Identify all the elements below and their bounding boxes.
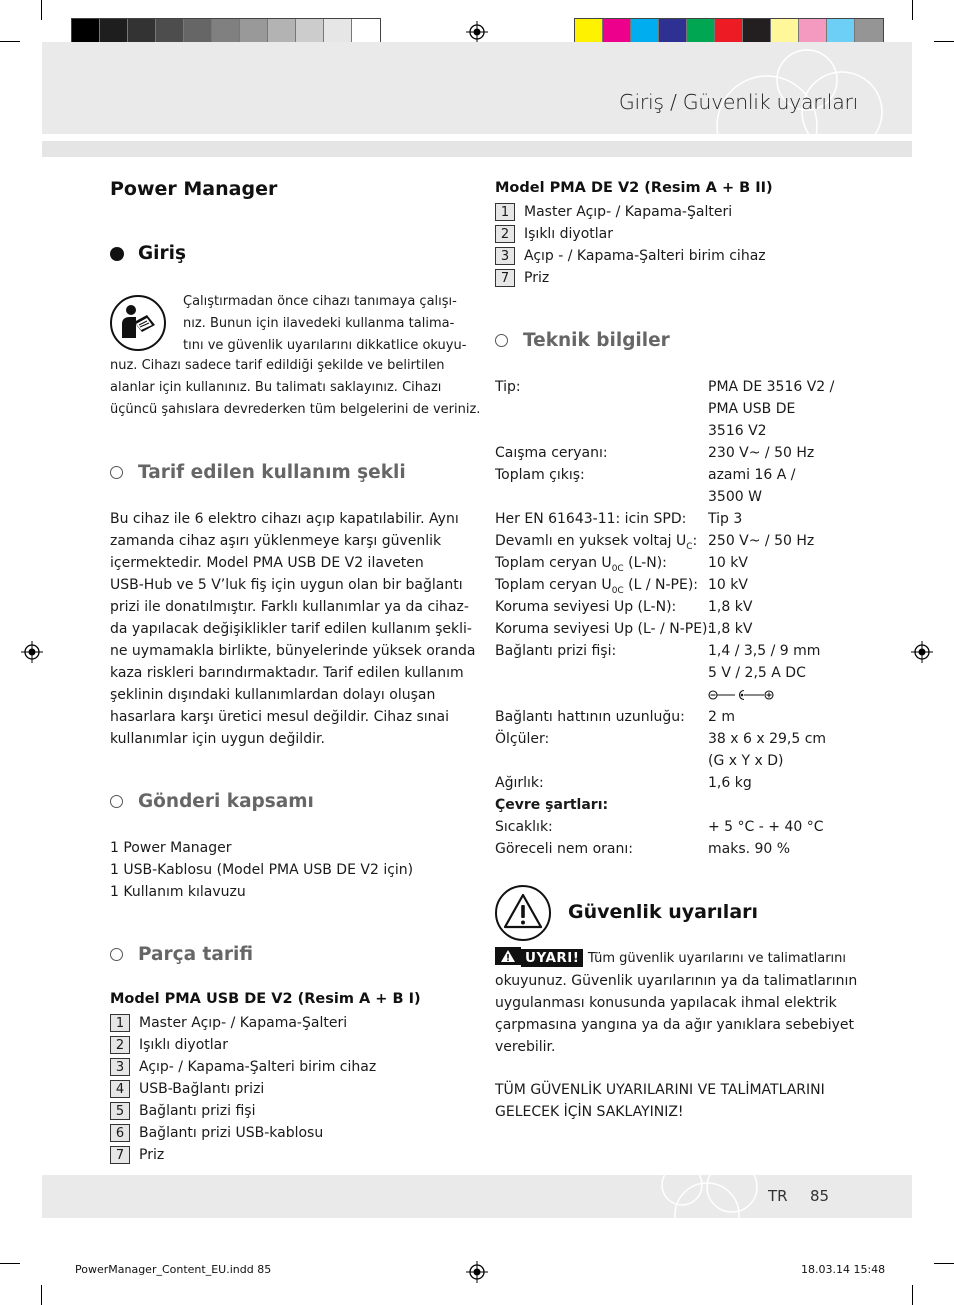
text-line: da yapılacak değişiklikler tarif edilen kullanım şekli- [110,621,472,637]
open-bullet-icon [495,334,508,347]
spec-label [495,640,616,662]
spec-label-text: Her EN 61643-11: icin SPD: [495,511,687,527]
warning-small-icon [495,947,521,965]
spec-subscript: 0C [611,563,624,574]
text-line: üçüncü şahıslara devrederken tüm belgelerini de veriniz. [110,402,481,417]
spec-value: PMA DE 3516 V2 / [708,379,835,395]
text-line: Çalıştırmadan önce cihazı tanımaya çalışı- [183,294,457,309]
part-number: 2 [110,1036,130,1054]
parts-model-usb: Model PMA USB DE V2 (Resim A + B I) [110,991,421,1007]
spec-label-text: Devamlı en yuksek voltaj U [495,533,687,549]
spec-value: 1,8 kV [708,621,753,637]
spec-subscript: C [686,541,693,552]
spec-label [495,508,686,530]
text-line: Tüm güvenlik uyarılarını ve talimatlarını [587,951,847,966]
part-number: 4 [110,1080,130,1098]
page-number: 85 [810,1187,830,1205]
parts-model-de: Model PMA DE V2 (Resim A + B II) [495,180,773,196]
part-number: 3 [110,1058,130,1076]
spec-label-suffix: (L-N): [623,555,667,571]
crop-mark [41,0,42,20]
spec-value: 3500 W [708,489,762,505]
dc-polarity-icon [708,688,774,702]
spec-label [495,464,585,486]
text-line: uygulanması konusunda yapılacak ihmal elektrik [495,995,837,1011]
text-line: verebilir. [495,1039,556,1055]
part-number: 1 [495,203,515,221]
product-title: Power Manager [110,178,278,200]
text-line: 1 Kullanım kılavuzu [110,884,246,900]
spec-label-text: Tip: [495,379,521,395]
part-item [110,1100,376,1122]
spec-label-text: Ağırlık: [495,775,544,791]
text-line: kullanımlar için uygun değildir. [110,731,325,747]
text-line: 1 Power Manager [110,840,232,856]
crop-mark [934,1263,954,1264]
spec-label-text: Sıcaklık: [495,819,553,835]
parts-list-usb [110,1012,376,1166]
spec-label-text: Göreceli nem oranı: [495,841,633,857]
text-line: hasarlara karşı üretici mesul değildir. Cihaz sınai [110,709,450,725]
spec-label-text: Bağlantı hattının uzunluğu: [495,709,685,725]
part-item [495,267,766,289]
text-line: ne uymamakla birlikte, bünyelerinde yüksek oranda [110,643,476,659]
text-line: USB-Hub ve 5 V’luk fiş için uygun olan bir bağlantı [110,577,463,593]
spec-value: 1,8 kV [708,599,753,615]
tech-heading [495,330,670,351]
registration-mark-icon [466,1261,488,1283]
spec-value: Tip 3 [708,511,743,527]
text-line: nuz. Cihazı sadece tarif edildiği şekilde ve belirtilen [110,358,445,373]
spec-label-text: Caışma ceryanı: [495,445,608,461]
spec-label-text: Ölçüler: [495,731,550,747]
part-item [110,1122,376,1144]
spec-value: 3516 V2 [708,423,767,439]
open-bullet-icon [110,948,123,961]
crop-mark [0,1263,20,1264]
intended-use-heading [110,462,406,483]
spec-value: 5 V / 2,5 A DC [708,665,806,681]
spec-label [495,728,549,750]
header-strip [42,141,912,157]
intro-heading [110,243,186,264]
manual-reading-icon [109,294,167,352]
spec-label-text: Toplam çıkış: [495,467,585,483]
spec-subscript: 0C [611,585,624,596]
part-number: 2 [495,225,515,243]
text-line: kaza riskleri barındırmaktadır. Tarif edilen kullanım [110,665,464,681]
part-label: Master Açıp- / Kapama-Şalteri [139,1015,348,1031]
registration-mark-icon [911,641,933,663]
text-line: tını ve güvenlik uyarılarını dikkatlice okuyu- [183,338,467,353]
part-number: 1 [110,1014,130,1032]
spec-value: azami 16 A / [708,467,796,483]
spec-label [495,816,553,838]
text-line: TÜM GÜVENLİK UYARILARINI VE TALİMATLARINI [495,1082,825,1098]
text-line: alanlar için kullanınız. Bu talimatı saklayınız. Cihazı [110,380,442,395]
intro-heading-text: Giriş [138,243,187,264]
part-item [110,1012,376,1034]
part-item [495,201,766,223]
part-label: Master Açıp- / Kapama-Şalteri [524,204,733,220]
spec-label [495,706,685,728]
filled-bullet-icon [110,247,124,261]
part-number: 7 [495,269,515,287]
spec-label [495,376,521,398]
text-line: çarpmasına yangına ya da ağır yanıklara sebebiyet [495,1017,854,1033]
spec-label [495,618,712,640]
crop-mark [0,41,20,42]
part-item [495,223,766,245]
intended-use-heading-text: Tarif edilen kullanım şekli [138,462,406,483]
intended-use-text [110,508,475,750]
part-number: 6 [110,1124,130,1142]
spec-label [495,772,544,794]
slug-file: PowerManager_Content_EU.indd 85 [75,1263,272,1276]
crop-mark [41,1285,42,1305]
registration-mark-icon [466,21,488,43]
text-line: 1 USB-Kablosu (Model PMA USB DE V2 için) [110,862,414,878]
footer-language: TR [768,1187,788,1205]
text-line: şeklinin dışındaki kullanımlardan dolayı oluşan [110,687,436,703]
parts-list-de [495,201,766,289]
part-item [495,245,766,267]
text-line: içermektedir. Model PMA USB DE V2 ilaveten [110,555,424,571]
part-item [110,1144,376,1166]
spec-value: 10 kV [708,555,748,571]
warning-label: UYARI! [521,949,583,967]
part-number: 5 [110,1102,130,1120]
spec-label-suffix: : [692,533,698,549]
part-item [110,1078,376,1100]
decorative-circles [42,42,912,134]
crop-mark [934,41,954,42]
part-label: Açıp - / Kapama-Şalteri birim cihaz [524,248,766,264]
delivery-heading-text: Gönderi kapsamı [138,791,314,812]
spec-label [495,596,676,618]
spec-value: 230 V~ / 50 Hz [708,445,815,461]
header-band [42,42,912,134]
warning-triangle-icon [494,884,552,942]
delivery-list [110,837,413,903]
spec-label [495,442,608,464]
part-item [110,1034,376,1056]
keep-instructions [495,1079,825,1123]
crop-mark [912,0,913,20]
spec-table [495,376,855,866]
part-label: Işıklı diyotlar [524,226,613,242]
text-line: prizi ile donatılmıştır. Farklı kullanımlar ya da cihaz- [110,599,469,615]
tech-heading-text: Teknik bilgiler [523,330,670,351]
safety-text [495,947,858,1058]
text-line: Bu cihaz ile 6 elektro cihazı açıp kapatılabilir. Aynı [110,511,459,527]
spec-label-text: Toplam ceryan U [495,555,612,571]
intro-text [110,355,480,421]
crop-mark [912,1285,913,1305]
part-number: 7 [110,1146,130,1164]
spec-value: 2 m [708,709,735,725]
spec-label-suffix: (L / N-PE): [623,577,699,593]
spec-value: 250 V~ / 50 Hz [708,533,815,549]
part-label: Priz [524,270,550,286]
spec-value: 10 kV [708,577,748,593]
registration-mark-icon [21,641,43,663]
page-title: Giriş / Güvenlik uyarıları [618,90,858,114]
text-line: zamanda cihaz aşırı yüklenmeye karşı güvenlik [110,533,442,549]
spec-value: PMA USB DE [708,401,796,417]
spec-value: (G x Y x D) [708,753,784,769]
text-line: okuyunuz. Güvenlik uyarılarının ya da talimatlarının [495,973,858,989]
spec-label-text: Koruma seviyesi Up (L-N): [495,599,677,615]
part-label: Priz [139,1147,165,1163]
spec-value: + 5 °C - + 40 °C [708,819,824,835]
spec-label-text: Toplam ceryan U [495,577,612,593]
part-number: 3 [495,247,515,265]
spec-label [495,838,633,860]
safety-first-line [495,947,855,970]
parts-heading [110,944,253,965]
text-line: nız. Bunun için ilavedeki kullanma talima- [183,316,455,331]
open-bullet-icon [110,795,123,808]
part-item [110,1056,376,1078]
spec-label-text: Koruma seviyesi Up (L- / N-PE): [495,621,713,637]
spec-value: 1,6 kg [708,775,752,791]
spec-label-text: Bağlantı prizi fişi: [495,643,617,659]
slug-date: 18.03.14 15:48 [801,1263,886,1276]
part-label: Işıklı diyotlar [139,1037,228,1053]
delivery-heading [110,791,314,812]
env-heading: Çevre şartları: [495,797,609,813]
part-label: Açıp- / Kapama-Şalteri birim cihaz [139,1059,377,1075]
parts-heading-text: Parça tarifi [138,944,254,965]
safety-heading: Güvenlik uyarıları [568,901,759,923]
spec-value: 38 x 6 x 29,5 cm [708,731,827,747]
part-label: Bağlantı prizi USB-kablosu [139,1125,324,1141]
intro-text-indented [183,291,466,357]
part-label: USB-Bağlantı prizi [139,1081,265,1097]
part-label: Bağlantı prizi fişi [139,1103,256,1119]
open-bullet-icon [110,466,123,479]
text-line: GELECEK İÇİN SAKLAYINIZ! [495,1104,684,1120]
spec-value: maks. 90 % [708,841,791,857]
spec-value: 1,4 / 3,5 / 9 mm [708,643,821,659]
